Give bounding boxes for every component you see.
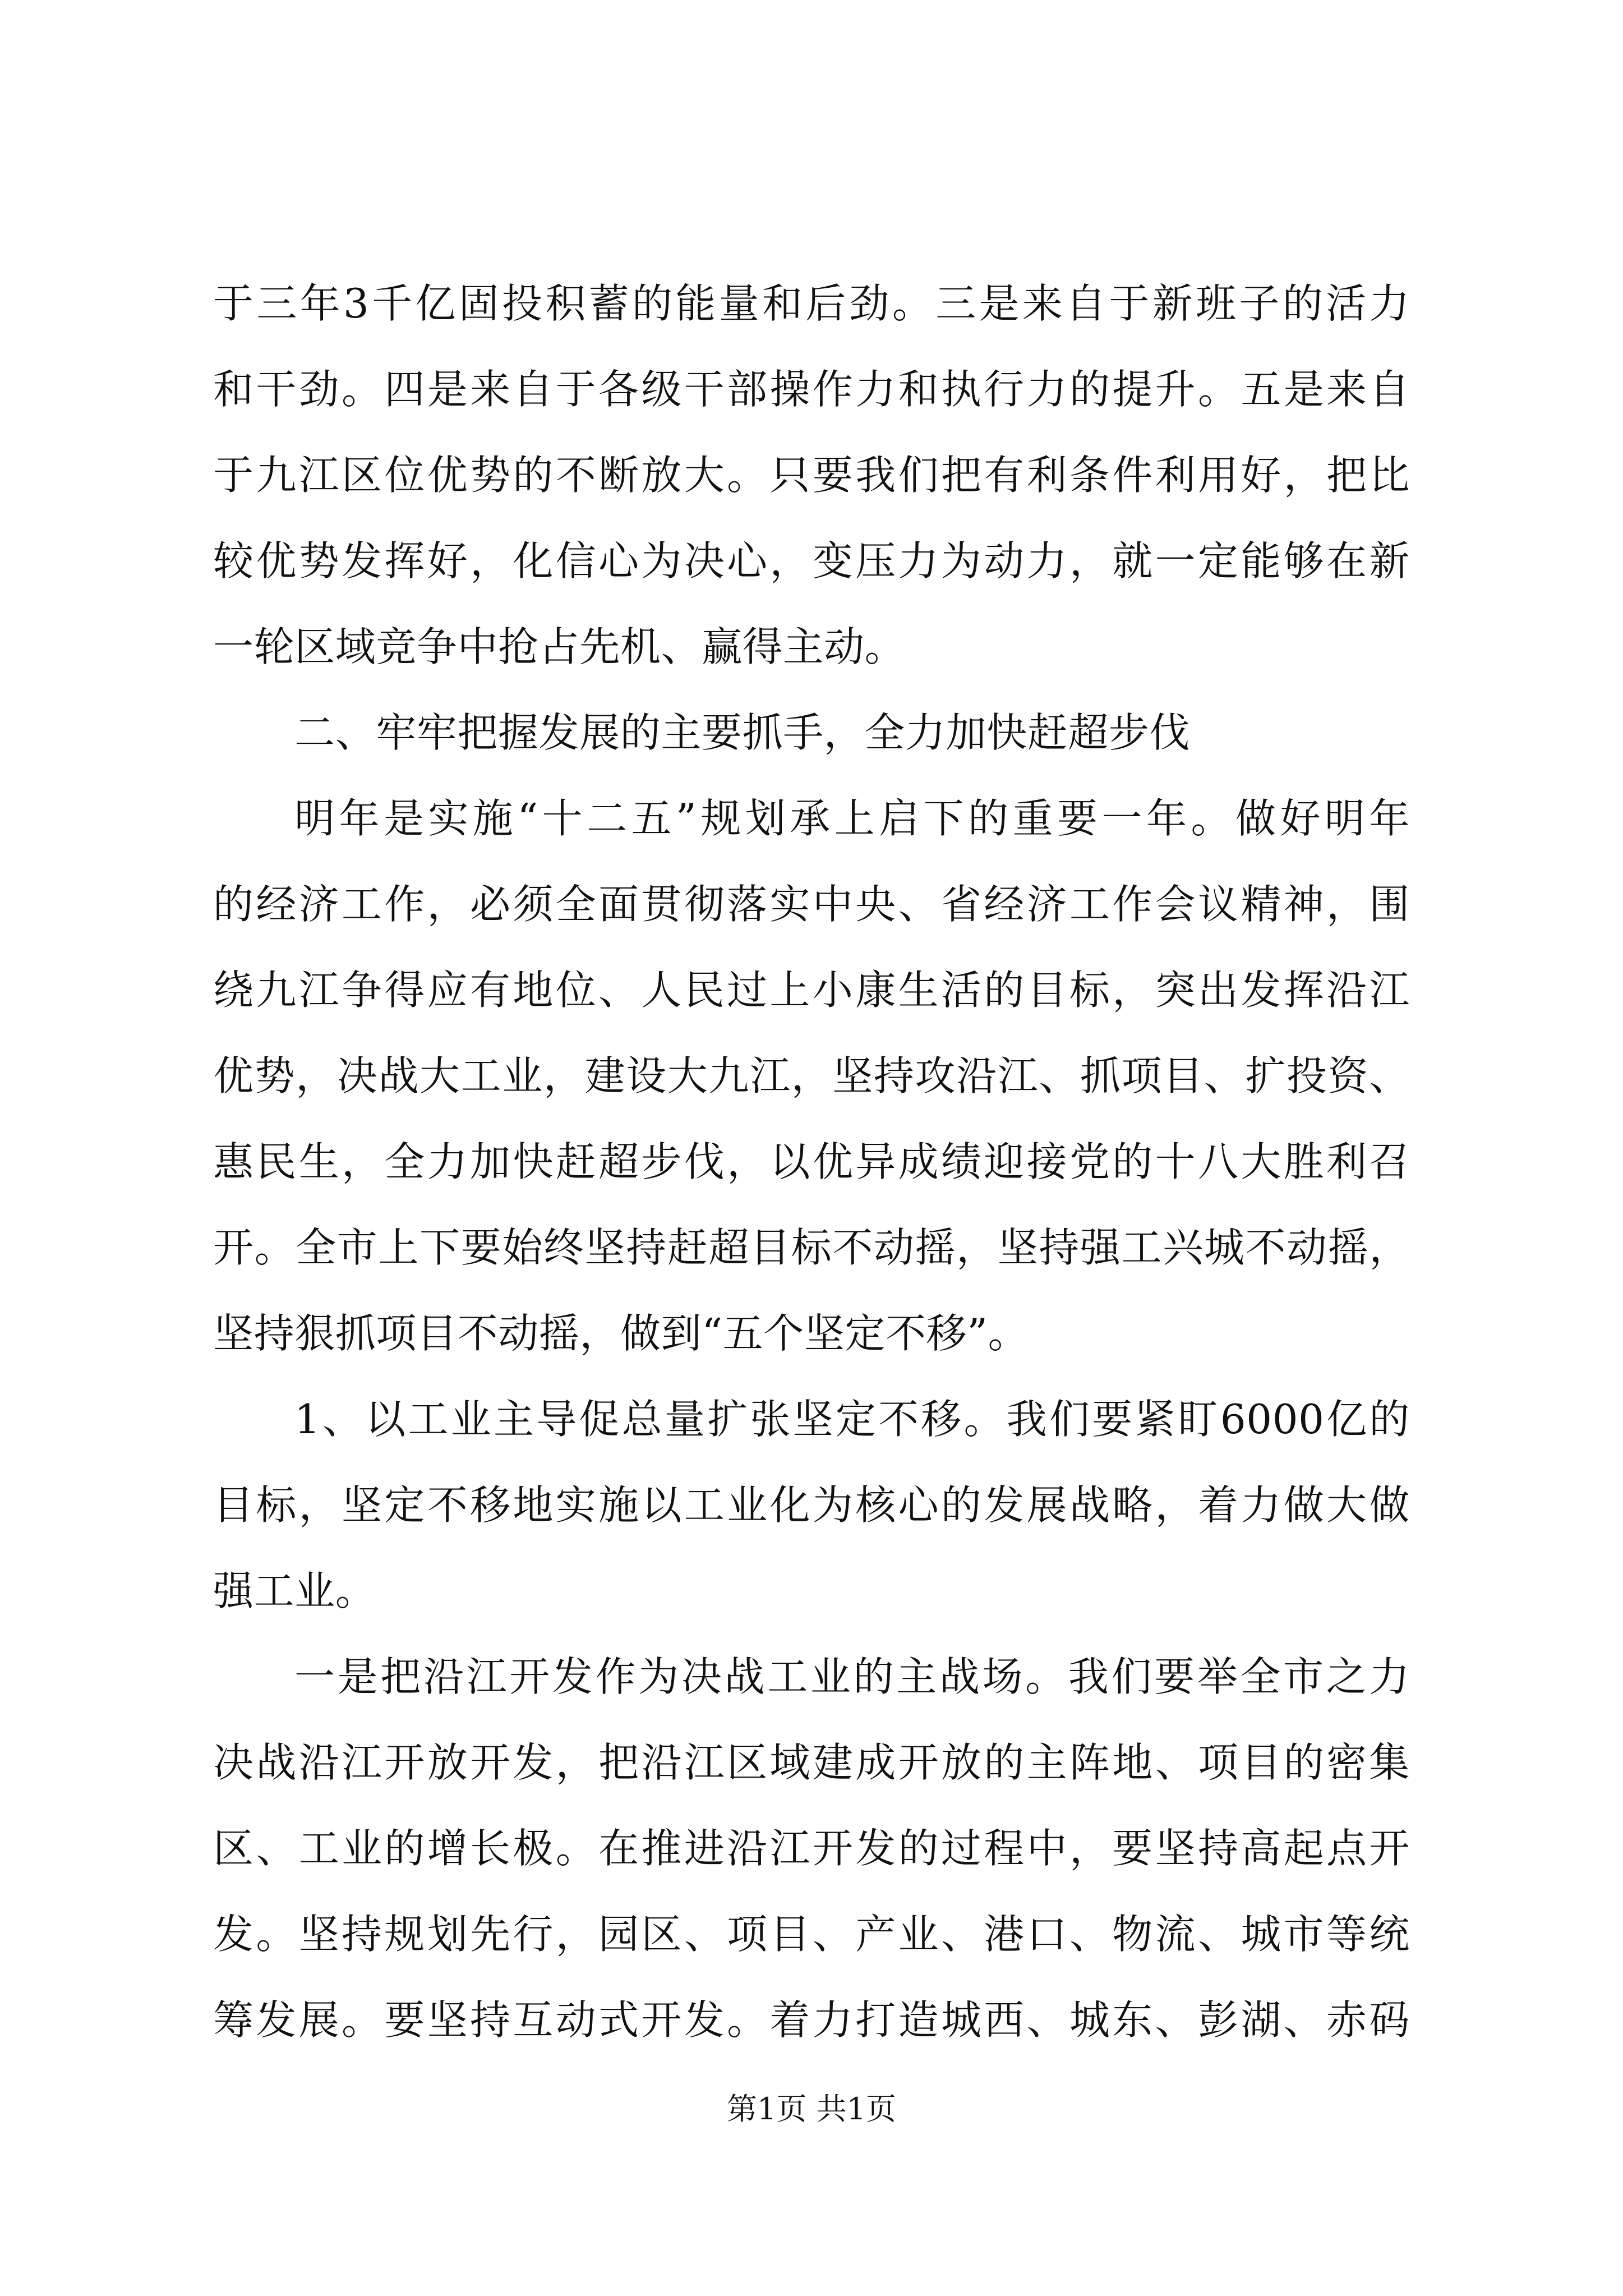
text-line: 区、工业的增长极。在推进沿江开发的过程中，要坚持高起点开 <box>213 1825 1410 1872</box>
text-line: 1、以工业主导促总量扩张坚定不移。我们要紧盯6000亿的 <box>294 1396 1410 1443</box>
text-line: 目标，坚定不移地实施以工业化为核心的发展战略，着力做大做 <box>213 1481 1410 1529</box>
text-line: 和干劲。四是来自于各级干部操作力和执行力的提升。五是来自 <box>213 366 1410 413</box>
text-line: 强工业。 <box>213 1567 376 1614</box>
text-line: 较优势发挥好，化信心为决心，变压力为动力，就一定能够在新 <box>213 537 1410 585</box>
text-line: 于三年3千亿固投积蓄的能量和后劲。三是来自于新班子的活力 <box>213 280 1410 327</box>
page-number-label: 第1页 共1页 <box>727 2091 896 2127</box>
body-text <box>213 280 1410 2086</box>
text-line: 一轮区域竞争中抢占先机、赢得主动。 <box>213 623 906 670</box>
page-footer <box>0 2092 1623 2126</box>
text-line: 优势，决战大工业，建设大九江，坚持攻沿江、抓项目、扩投资、 <box>213 1052 1410 1099</box>
text-line: 筹发展。要坚持互动式开发。着力打造城西、城东、彭湖、赤码 <box>213 1996 1410 2044</box>
text-line: 惠民生，全力加快赶超步伐，以优异成绩迎接党的十八大胜利召 <box>213 1138 1410 1185</box>
text-line: 明年是实施“十二五”规划承上启下的重要一年。做好明年 <box>294 795 1410 842</box>
text-line: 开。全市上下要始终坚持赶超目标不动摇，坚持强工兴城不动摇， <box>213 1224 1410 1271</box>
text-line: 发。坚持规划先行，园区、项目、产业、港口、物流、城市等统 <box>213 1911 1410 1958</box>
text-line: 于九江区位优势的不断放大。只要我们把有利条件利用好，把比 <box>213 452 1410 499</box>
text-line: 决战沿江开放开发，把沿江区域建成开放的主阵地、项目的密集 <box>213 1739 1410 1786</box>
text-line: 绕九江争得应有地位、人民过上小康生活的目标，突出发挥沿江 <box>213 967 1410 1014</box>
text-line: 一是把沿江开发作为决战工业的主战场。我们要举全市之力 <box>294 1653 1410 1700</box>
text-line: 的经济工作，必须全面贯彻落实中央、省经济工作会议精神，围 <box>213 881 1410 928</box>
section-heading: 二、牢牢把握发展的主要抓手，全力加快赶超步伐 <box>294 709 1191 756</box>
text-line: 坚持狠抓项目不动摇，做到“五个坚定不移”。 <box>213 1310 1029 1357</box>
